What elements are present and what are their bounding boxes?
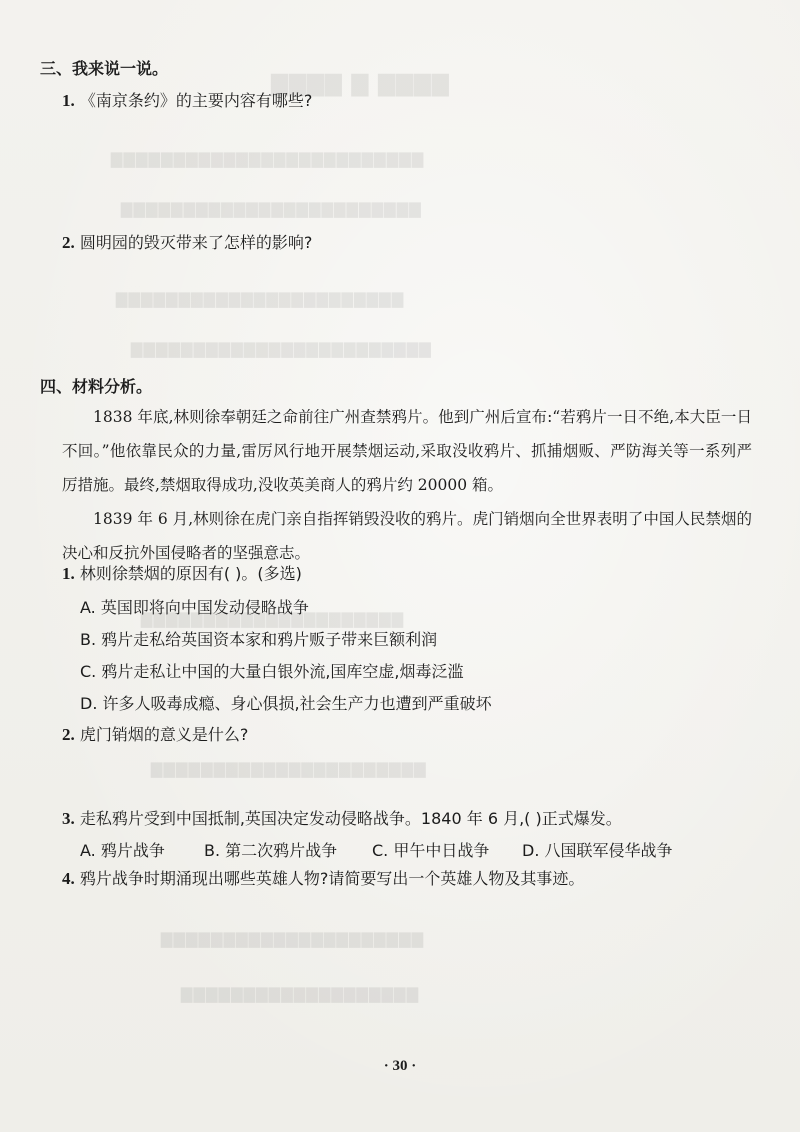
question-text: 虎门销烟的意义是什么? — [79, 725, 249, 744]
question-number: 4. — [62, 869, 75, 888]
option-c: C. 鸦片走私让中国的大量白银外流,国库空虚,烟毒泛滥 — [80, 662, 464, 681]
question-number: 2. — [62, 233, 75, 252]
option-b: B. 第二次鸦片战争 — [204, 841, 338, 860]
question-number: 3. — [62, 809, 75, 828]
option-c: C. 甲午中日战争 — [372, 841, 490, 860]
question-text: 圆明园的毁灭带来了怎样的影响? — [79, 233, 313, 252]
question-text: 鸦片战争时期涌现出哪些英雄人物?请简要写出一个英雄人物及其事迹。 — [79, 869, 585, 888]
question-text: 《南京条约》的主要内容有哪些? — [79, 91, 313, 110]
option-d: D. 八国联军侵华战争 — [522, 841, 673, 860]
question-text: 走私鸦片受到中国抵制,英国决定发动侵略战争。1840 年 6 月,( )正式爆发。 — [79, 809, 622, 828]
section-3-heading: 三、我来说一说。 — [40, 59, 169, 78]
worksheet-page: ▇▇▇▇ ▇ ▇▇▇▇ ▇▇▇▇▇▇▇▇▇▇▇▇▇▇▇▇▇▇▇▇▇▇▇▇▇ ▇▇▇▇▇▇▇▇▇▇▇▇▇▇▇▇▇▇▇▇▇▇▇▇ ▇▇▇▇▇▇▇▇▇▇▇▇▇▇▇▇▇▇▇▇▇▇▇ ▇▇▇▇▇▇▇▇▇▇▇▇▇▇▇▇▇▇▇▇▇▇▇▇ ▇▇▇▇▇▇▇▇▇▇▇▇▇▇▇▇▇▇▇▇▇ ▇▇▇▇▇▇▇▇▇▇▇▇▇▇▇▇▇▇▇▇▇▇ ▇▇▇▇▇▇▇▇▇▇▇▇▇▇▇▇▇▇▇▇▇ ▇▇▇▇▇▇▇▇▇▇▇▇▇▇▇▇▇▇▇ 三、我来说一说。 1. 《南京条约》的主要内容有哪些? 2. 圆明园的毁灭带来了怎样的影响? 四、材料分析。 1838 年底,林则徐奉朝廷之命前往广州查禁鸦片。他到广州后宣布:“若鸦片一日不绝,本大臣一日不回。”他依靠民众的力量,雷厉风行地开展禁烟运动,采取没收鸦片、抓捕烟贩、严防海关等一系列严厉措施。最终,禁烟取得成功,没收英美商人的鸦片约 20000 箱。 1839 年 6 月,林则徐在虎门亲自指挥销毁没收的鸦片。虎门销烟向全世界表明了中国人民禁烟的决心和反抗外国侵略者的坚强意志。 1. 林则徐禁烟的原因有( )。(多选) A. 英国即将向中国发动侵略战争 B. 鸦片走私给英国资本家和鸦片贩子带来巨额利润 C. 鸦片走私让中国的大量白银外流,国库空虚,烟毒泛滥 D. 许多人吸毒成瘾、身心俱损,社会生产力也遭到严重破坏 2. 虎门销烟的意义是什么? 3. 走私鸦片受到中国抵制,英国决定发动侵略战争。1840 年 6 月,( )正式爆发。 A. 鸦片战争 B. 第二次鸦片战争 C. 甲午中日战争 D. 八国联军侵华战争 4. 鸦片战争时期涌现出哪些英雄人物?请简要写出一个英雄人物及其事迹。 · 30 · — [0, 0, 800, 1132]
section-4-question-2 — [62, 724, 248, 746]
page-number: · 30 · — [383, 1058, 417, 1074]
question-text: 林则徐禁烟的原因有( )。(多选) — [79, 564, 302, 583]
section-4-question-3 — [62, 808, 622, 830]
material-paragraph-1: 1838 年底,林则徐奉朝廷之命前往广州查禁鸦片。他到广州后宣布:“若鸦片一日不绝,本大臣一日不回。”他依靠民众的力量,雷厉风行地开展禁烟运动,采取没收鸦片、抓捕烟贩、严防海关等一系列严厉措施。最终,禁烟取得成功,没收英美商人的鸦片约 20000 箱。 — [62, 408, 752, 494]
question-number: 1. — [62, 564, 75, 583]
option-b: B. 鸦片走私给英国资本家和鸦片贩子带来巨额利润 — [80, 630, 438, 649]
option-d: D. 许多人吸毒成瘾、身心俱损,社会生产力也遭到严重破坏 — [80, 694, 492, 713]
section-4-question-1 — [62, 563, 302, 585]
option-a: A. 鸦片战争 — [80, 841, 165, 860]
material-paragraph-2: 1839 年 6 月,林则徐在虎门亲自指挥销毁没收的鸦片。虎门销烟向全世界表明了中国人民禁烟的决心和反抗外国侵略者的坚强意志。 — [62, 510, 752, 562]
section-3-question-1 — [62, 90, 312, 112]
question-number: 2. — [62, 725, 75, 744]
question-number: 1. — [62, 91, 75, 110]
option-a: A. 英国即将向中国发动侵略战争 — [80, 598, 309, 617]
section-3-question-2 — [62, 232, 312, 254]
section-4-heading: 四、材料分析。 — [40, 377, 153, 396]
section-4-question-4 — [62, 868, 584, 890]
